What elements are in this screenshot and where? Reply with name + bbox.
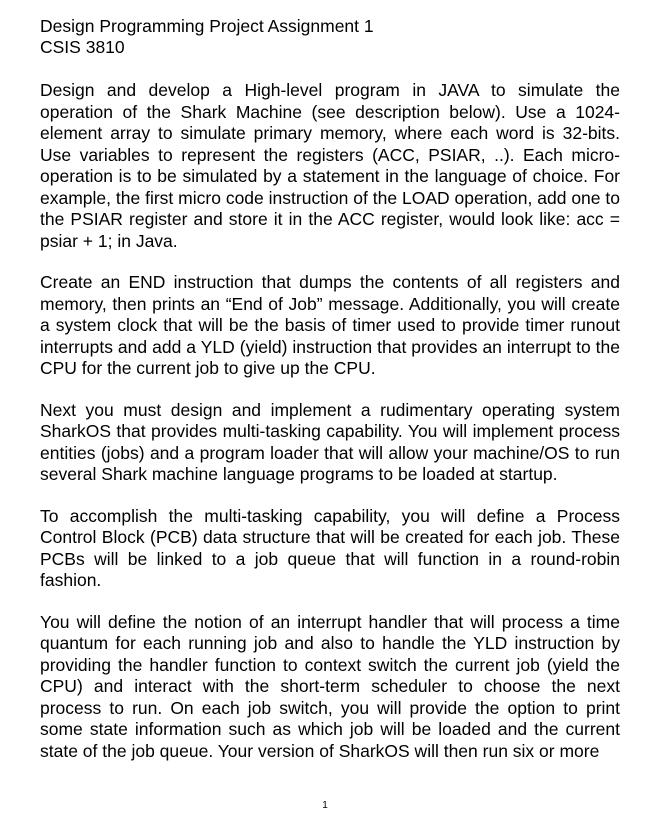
paragraph-1: Design and develop a High-level program in JAVA to simulate the operation of the Shark Machine (see description below). Use a 1024-element array to simulate primary memory, where each word is 32-bits. Use variables to represent the registers (ACC, PSIAR, ..). Each micro-operation is to be simulated by a statement in the language of choice. For example, the first micro code instruction of the LOAD operation, add one to the PSIAR register and store it in the ACC register, would look like: acc = psiar + 1; in Java. [40,80,620,251]
page-number: 1 [322,800,328,811]
document-title: Design Programming Project Assignment 1 [40,16,374,36]
course-code: CSIS 3810 [40,37,125,57]
paragraph-2: Create an END instruction that dumps the contents of all registers and memory, then prints an “End of Job” message. Additionally, you will create a system clock that will be the basis of timer used to provide timer runout interrupts and add a YLD (yield) instruction that provides an interrupt to the CPU for the current job to give up the CPU. [40,272,620,378]
paragraph-3: Next you must design and implement a rudimentary operating system SharkOS that provides multi-tasking capability. You will implement process entities (jobs) and a program loader that will allow your machine/OS to run several Shark machine language programs to be loaded at startup. [40,399,620,484]
paragraph-4: To accomplish the multi-tasking capability, you will define a Process Control Block (PCB) data structure that will be created for each job. These PCBs will be linked to a job queue that will function in a round-robin fashion. [40,505,620,590]
paragraph-5: You will define the notion of an interrupt handler that will process a time quantum for each running job and also to handle the YLD instruction by providing the handler function to context switch the current job (yield the CPU) and interact with the short-term scheduler to choose the next process to run. On each job switch, you will provide the option to print some state information such as which job will be loaded and the current state of the job queue. Your version of SharkOS will then run six or more [40,611,620,761]
document-page [40,16,620,762]
